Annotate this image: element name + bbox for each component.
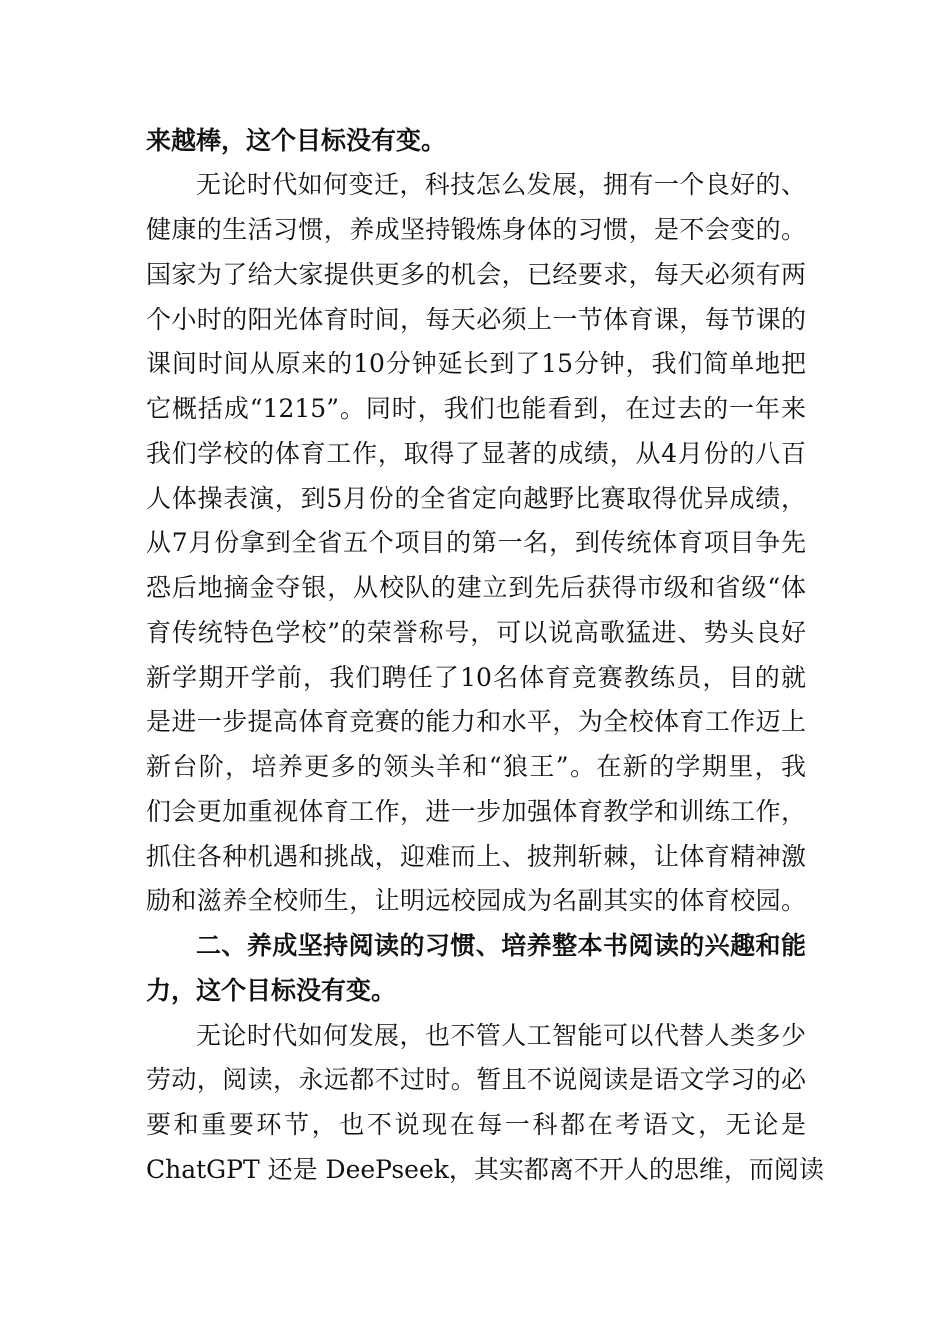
paragraph-line: 抓住各种机遇和挑战，迎难而上、披荆斩棘，让体育精神激 [146, 842, 806, 871]
paragraph-line: 个小时的阳光体育时间，每天必须上一节体育课，每节课的 [146, 305, 806, 334]
paragraph-line: 恐后地摘金夺银，从校队的建立到先后获得市级和省级“体 [146, 573, 806, 602]
paragraph-line: 新学期开学前，我们聘任了10名体育竞赛教练员，目的就 [146, 663, 806, 692]
paragraph-line: 无论时代如何发展，也不管人工智能可以代替人类多少 [196, 1021, 806, 1050]
paragraph-line: 们会更加重视体育工作，进一步加强体育教学和训练工作， [146, 797, 806, 826]
paragraph-line: 人体操表演，到5月份的全省定向越野比赛取得优异成绩， [146, 484, 806, 513]
paragraph-line: 新台阶，培养更多的领头羊和“狼王”。在新的学期里，我 [146, 752, 806, 781]
paragraph-line: ChatGPT 还是 DeePseek，其实都离不开人的思维，而阅读 [146, 1155, 824, 1184]
paragraph-line: 劳动，阅读，永远都不过时。暂且不说阅读是语文学习的必 [146, 1065, 806, 1094]
paragraph-line: 育传统特色学校”的荣誉称号，可以说高歌猛进、势头良好 [146, 618, 806, 647]
paragraph-line: 要和重要环节，也不说现在每一科都在考语文，无论是 [146, 1110, 806, 1139]
paragraph-line: 国家为了给大家提供更多的机会，已经要求，每天必须有两 [146, 260, 806, 289]
paragraph-line: 健康的生活习惯，养成坚持锻炼身体的习惯，是不会变的。 [146, 215, 806, 244]
paragraph-line: 它概括成“1215”。同时，我们也能看到，在过去的一年来 [146, 394, 806, 423]
section-heading: 二、养成坚持阅读的习惯、培养整本书阅读的兴趣和能 [196, 931, 806, 960]
paragraph-line: 课间时间从原来的10分钟延长到了15分钟，我们简单地把 [146, 349, 806, 378]
section-heading-continuation: 来越棒，这个目标没有变。 [146, 126, 447, 155]
paragraph-line: 我们学校的体育工作，取得了显著的成绩，从4月份的八百 [146, 439, 806, 468]
paragraph-line: 无论时代如何变迁，科技怎么发展，拥有一个良好的、 [196, 170, 806, 199]
section-heading: 力，这个目标没有变。 [146, 976, 397, 1005]
paragraph-line: 从7月份拿到全省五个项目的第一名，到传统体育项目争先 [146, 528, 806, 557]
paragraph-line: 是进一步提高体育竞赛的能力和水平，为全校体育工作迈上 [146, 707, 806, 736]
paragraph-line: 励和滋养全校师生，让明远校园成为名副其实的体育校园。 [146, 886, 806, 915]
